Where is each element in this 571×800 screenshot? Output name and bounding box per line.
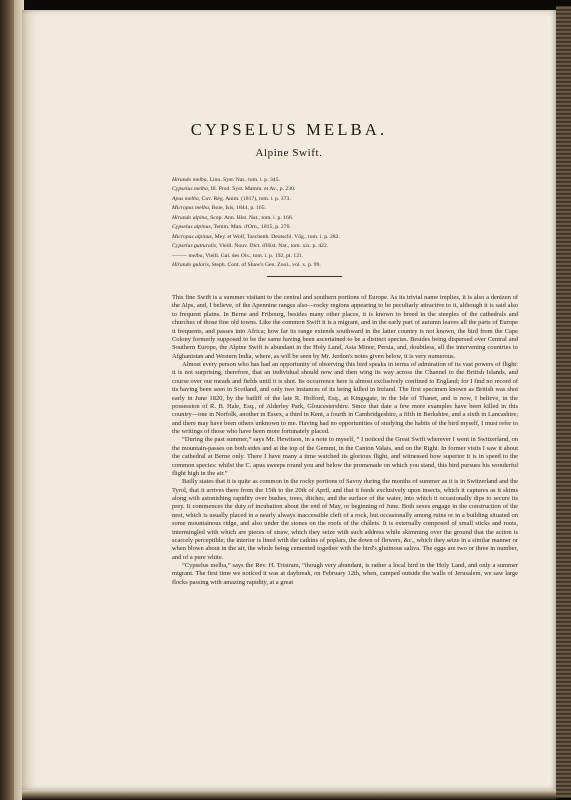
- synonym-name: Apus melba,: [172, 195, 201, 202]
- page-edges-right: [556, 6, 571, 798]
- synonym-entry: [172, 233, 502, 242]
- body-paragraph: “During the past summer,” says Mr. Hewitson, in a note to myself, “ I noticed the Great Swift wherever I went in Switzerland, on the mountain-passes on both sides and at the top of the Gemmi, in the Canton Valais, and on the Righi. In former visits I saw it about the cathedral at Berne only. There I have many a time watched its glorious flight, and witnessed how superior it is in speed to the common species: whilst the C. apus sweeps round you and below the promenade on which you stand, this bird pursues his wonderful flight high in the air.”: [172, 436, 518, 477]
- synonym-name: Micropus melba,: [172, 205, 211, 212]
- synonym-name: Hirundo melba,: [172, 177, 209, 183]
- synonym-entry: [172, 223, 502, 232]
- page-title: CYPSELUS MELBA.: [190, 120, 388, 139]
- synonym-reference: Temm. Man. d'Orn., 1815, p. 270.: [212, 224, 291, 231]
- synonym-name: Cypselus alpinus,: [172, 224, 213, 231]
- synonym-name: Cypselus gutturalis,: [172, 243, 218, 250]
- body-text: [172, 294, 518, 587]
- synonym-reference: Vieill. Gal. des Ois., tom. i. p. 192, pl. 121.: [203, 252, 304, 259]
- synonym-reference: Cuv. Règ. Anim. (1817), tom. i. p. 373.: [200, 195, 291, 202]
- synonym-name: Hirundo alpina,: [172, 214, 209, 221]
- synonym-name: Micropus alpinus,: [172, 233, 214, 240]
- body-paragraph: “Cypselus melba,” says the Rev. H. Tristram, “though very abundant, is rather a local bird in the Holy Land, and only a summer migrant. The first time we noticed it was at daybreak, on February 12th, when, camped outside the walls of Jerusalem, we saw large flocks passing with amazing rapidity, at a great: [172, 562, 518, 586]
- synonym-reference: Steph. Cont. of Shaw's Gen. Zool., vol. x. p. 99.: [210, 262, 321, 269]
- body-paragraph: Bailly states that it is quite as common in the rocky portions of Savoy during the months of summer as it is in Switzerland and the Tyrol, that it arrives there from the 15th to the 20th of April, and that it feeds exclusively upon insects, which it captures as it skims along with astonishing rapidity over bushes, trees, ditches, and the surface of the water, into which it occasionally dips to secure its prey. It commences the duty of incubation about the end of May, or beginning of June. Both sexes engage in the construction of the nest, which is usually placed in a nearly always inaccessible cleft of a rock, but occasionally among ruins or in a building situated on some mountainous ridge, and also under the stones on the roofs of the châlets. It is externally composed of small sticks and roots, intermingled with which are pieces of straw, which they seize with such address while skimming over the ground that the action is scarcely perceptible; the interior is lined with the catkins of poplars, the down of flowers, &c., which they seize in a similar manner or when blown about in the air, the whole being cemented together with the bird's glutinous saliva. The eggs are two or three in number, and of a pure white.: [172, 478, 518, 561]
- synonymy-list: [172, 176, 502, 271]
- book-cover-edge: [0, 0, 14, 800]
- synonym-name: Cypselus melba,: [172, 186, 210, 193]
- synonym-reference: Ill. Prod. Syst. Mamm. et Av., p. 230.: [209, 186, 296, 193]
- synonym-reference: Boie, Isis, 1844, p. 165.: [210, 205, 266, 212]
- synonym-entry: [172, 204, 502, 213]
- synonym-entry: [172, 261, 502, 270]
- body-paragraph: Almost every person who has had an opportunity of observing this bird speaks in terms of admiration of its vast powers of flight: it is not surprising, therefore, that an individual should now and then wing its way across the Channel to the British Islands, and course over our meads and fields until it is shot. Its occurrence here is almost exclusively confined to England; for I find no record of its having been seen in Scotland, and only two instances of its being killed in Ireland. The first specimen known as British was shot early in June 1820, by the bailiff of the late R. Holford, Esq., at Kingsgate, in the Isle of Thanet, and is now, I believe, in the possession of R. B. Hale, Esq., of Alderley Park, Gloucestershire. Since that date a few more examples have been killed in this country—one in Norfolk, another in Essex, a third in Kent, a fourth in Cambridgeshire, a fifth in Berkshire, and a sixth in Lancashire; and there may have been others unknown to me. Having had no opportunities of studying the habits of the bird myself, I must refer to the writings of those who have been more fortunately placed.: [172, 361, 518, 435]
- synonym-reference: Scop. Ann. Hist. Nat., tom. i. p. 166.: [208, 214, 294, 221]
- synonym-entry: [172, 214, 502, 223]
- synonym-name: ——— melba,: [172, 252, 204, 259]
- body-paragraph: This fine Swift is a summer visitant to the central and southern portions of Europe. As its trivial name implies, it is also a denizen of the Alps, and, I believe, of the Apennine ranges also—rocky regions appearing to be peculiarly attractive to it, although it is said also to frequent plains. In Berne and Fribourg, besides many other places, it is known to breed in the steeples of the cathedrals and churches of those fine old towns. Like the common Swift it is a migrant, and in the early part of autumn leaves all the parts of Europe it frequents, and passes into Africa; how far its range extends southward in the latter country is not known, the bird from the Cape Colony formerly supposed to be the same having been ascertained to be a distinct species. Besides being dispersed over Central and Southern Europe, the Alpine Swift is abundant in the Holy Land, Asia Minor, Persia, and, doubtless, all the intervening countries to Afghanistan and Western India, where, as will be seen by Mr. Jerdon's notes given below, it is very numerous.: [172, 294, 518, 360]
- synonym-entry: [172, 185, 502, 194]
- section-divider: [267, 276, 342, 277]
- synonym-name: Hirundo gularis,: [172, 262, 211, 269]
- synonym-entry: [172, 242, 502, 251]
- synonym-entry: [172, 195, 502, 204]
- synonym-reference: Vieill. Nouv. Dict. d'Hist. Nat., tom. xix. p. 422.: [217, 243, 329, 250]
- page-subtitle: Alpine Swift.: [255, 147, 323, 159]
- page-edges-bottom: [22, 790, 556, 800]
- synonym-entry: [172, 176, 502, 185]
- synonym-reference: Linn. Syst. Nat., tom. i. p. 345.: [208, 177, 280, 183]
- synonym-entry: [172, 252, 502, 261]
- book-page: [22, 10, 556, 790]
- synonym-reference: Mey. et Wolf, Taschenb. Deutschl. Vög., tom. i. p. 282.: [213, 233, 340, 240]
